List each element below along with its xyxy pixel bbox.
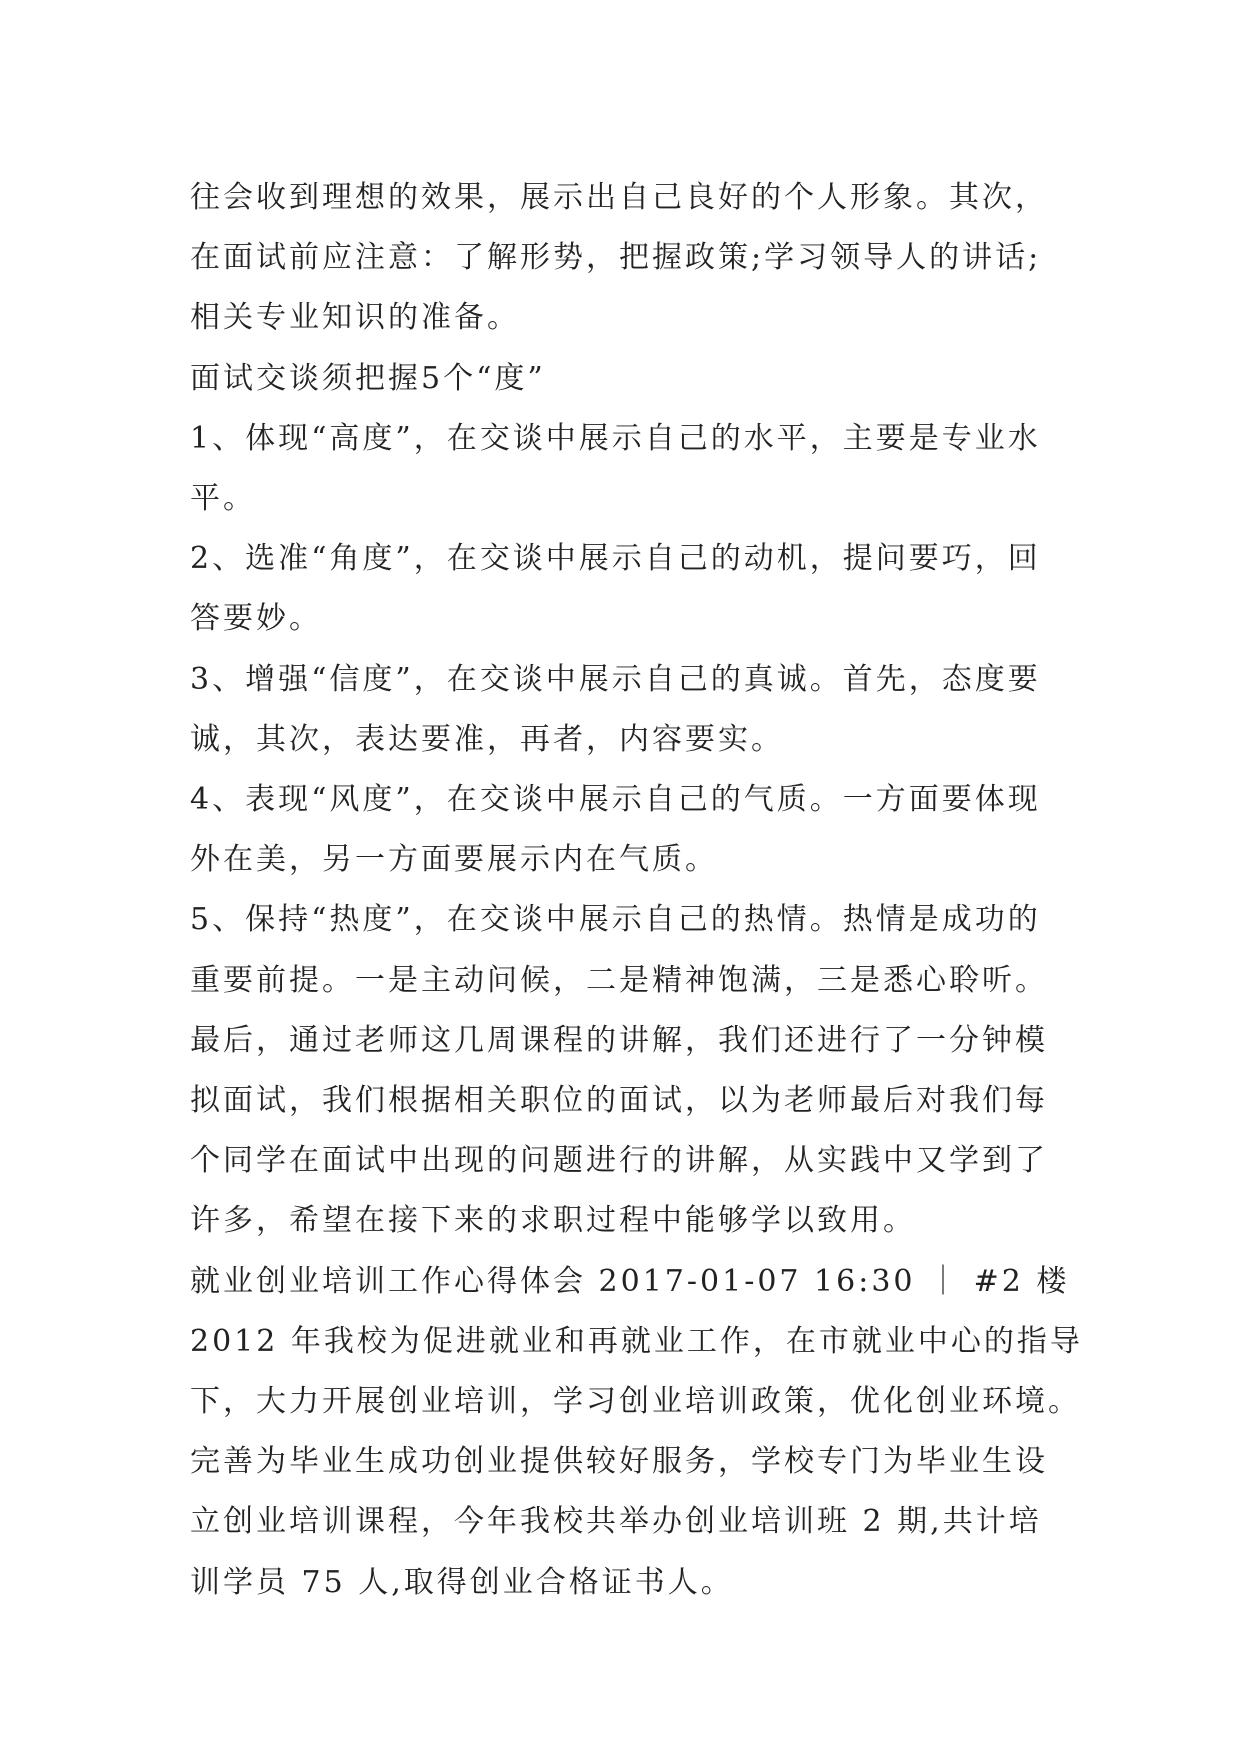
text-line: 最后，通过老师这几周课程的讲解，我们还进行了一分钟模 [190,1022,1048,1058]
list-item-line: 5、保持“热度”，在交谈中展示自己的热情。热情是成功的 [190,902,1041,938]
text-line: 相关专业知识的准备。 [190,300,520,336]
list-item-line: 1、体现“高度”，在交谈中展示自己的水平，主要是专业水 [190,420,1041,456]
text-line: 拟面试，我们根据相关职位的面试，以为老师最后对我们每 [190,1083,1048,1119]
text-line: 立创业培训课程，今年我校共举办创业培训班 2 期,共计培 [190,1504,1042,1540]
list-item-line: 平。 [190,481,256,517]
text-line: 下，大力开展创业培训，学习创业培训政策，优化创业环境。 [190,1384,1081,1420]
text-line: 在面试前应注意：了解形势，把握政策;学习领导人的讲话; [190,240,1042,276]
post-header: 就业创业培训工作心得体会 2017-01-07 16:30 ｜ #2 楼 [190,1263,1070,1299]
document-body [190,168,1083,1613]
text-line: 许多，希望在接下来的求职过程中能够学以致用。 [190,1203,916,1239]
text-line: 往会收到理想的效果，展示出自己良好的个人形象。其次， [190,180,1048,215]
list-item-line: 答要妙。 [190,601,322,637]
list-item-line: 3、增强“信度”，在交谈中展示自己的真诚。首先，态度要 [190,661,1041,697]
text-line: 个同学在面试中出现的问题进行的讲解，从实践中又学到了 [190,1143,1048,1179]
section-heading: 面试交谈须把握5个“度” [190,360,546,396]
list-item-line: 重要前提。一是主动问候，二是精神饱满，三是悉心聆听。 [190,962,1048,998]
text-line: 完善为毕业生成功创业提供较好服务，学校专门为毕业生设 [190,1444,1048,1480]
text-line: 训学员 75 人,取得创业合格证书人。 [190,1564,734,1600]
list-item-line: 外在美，另一方面要展示内在气质。 [190,842,718,878]
list-item-line: 4、表现“风度”，在交谈中展示自己的气质。一方面要体现 [190,782,1041,818]
list-item-line: 2、选准“角度”，在交谈中展示自己的动机，提问要巧，回 [190,541,1041,577]
list-item-line: 诚，其次，表达要准，再者，内容要实。 [190,721,784,757]
text-line: 2012 年我校为促进就业和再就业工作，在市就业中心的指导 [190,1323,1083,1359]
